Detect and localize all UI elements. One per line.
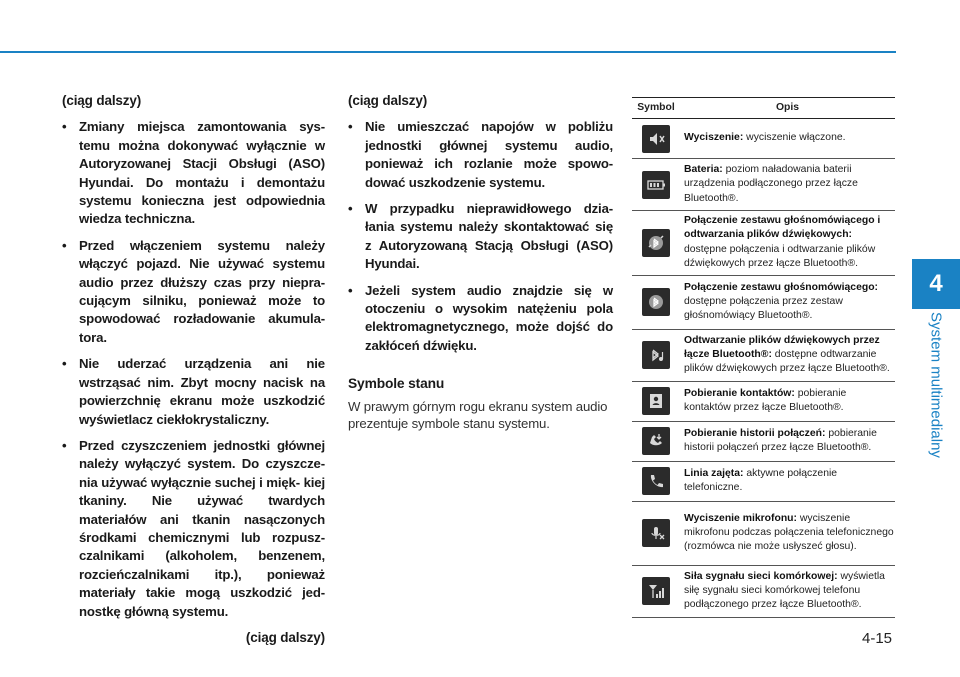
- table-row: [632, 461, 895, 501]
- continued-label: (ciąg dalszy): [62, 93, 142, 108]
- line-busy-icon: [642, 467, 670, 495]
- row-description: Bateria: poziom naładowania baterii urządzenia podłączonego przez łącze Bluetooth®.: [680, 159, 895, 211]
- left-column: [62, 92, 325, 655]
- bullet: •: [62, 437, 67, 453]
- bullet: •: [62, 119, 67, 135]
- row-description: Siła sygnału sieci komórkowej: wyświetla siłę sygnału sieci komórkowej telefonu podłączonego przez łącze Bluetooth®.: [680, 565, 895, 617]
- signal-strength-icon: [642, 577, 670, 605]
- chapter-title: System multimedialny: [927, 312, 945, 458]
- symbol-table: [632, 97, 895, 618]
- bluetooth-audio-icon: [642, 341, 670, 369]
- bullet: •: [348, 119, 353, 135]
- call-history-download-icon: [642, 427, 670, 455]
- row-description: Odtwarzanie plików dźwiękowych przez łącze Bluetooth®: dostępne odtwarzanie plików dźwiękowych przez łącze Bluetooth®.: [680, 329, 895, 381]
- section-title: Symbole stanu: [348, 376, 445, 392]
- table-row: [632, 211, 895, 276]
- section-body: W prawym górnym rogu ekranu system audio prezentuje symbole stanu systemu.: [348, 398, 608, 431]
- table-row: [632, 421, 895, 461]
- battery-icon: [642, 171, 670, 199]
- list-item-text: Jeżeli system audio znajdzie się w otoczeniu o wysokim natężeniu pola elektromagnetycznego, może dojść do zakłóceń dźwięku.: [365, 282, 613, 353]
- list-item: [62, 118, 325, 228]
- header-symbol: Symbol: [632, 98, 680, 119]
- list-item: [348, 200, 613, 274]
- left-bullet-list: [62, 118, 325, 621]
- row-description: Pobieranie kontaktów: pobieranie kontaktów przez łącze Bluetooth®.: [680, 381, 895, 421]
- list-item-text: Nie umieszczać napojów w pobliżu jednostki głównej systemu audio, ponieważ ich rozlanie może spowo- dować uszkodzenie systemu.: [365, 119, 613, 190]
- row-description: Połączenie zestawu głośnomówiącego i odtwarzania plików dźwiękowych: dostępne połączenia i odtwarzanie plików dźwiękowych przez łącze Bluetooth®.: [680, 211, 895, 276]
- table-row: [632, 159, 895, 211]
- bullet: •: [62, 356, 67, 372]
- row-description: Wyciszenie mikrofonu: wyciszenie mikrofonu podczas połączenia telefonicznego (rozmówca nie może usłyszeć głosu).: [680, 501, 895, 565]
- page-number: 4-15: [862, 630, 893, 647]
- list-item: [62, 437, 325, 621]
- mute-icon: [642, 125, 670, 153]
- table-header-row: [632, 98, 895, 119]
- contacts-download-icon: [642, 387, 670, 415]
- table-row: [632, 329, 895, 381]
- table-row: [632, 119, 895, 159]
- list-item-text: W przypadku nieprawidłowego dzia- łania systemu należy skontaktować się z Autoryzowaną Stacją Obsługi (ASO) Hyundai.: [365, 201, 613, 272]
- list-item-text: Zmiany miejsca zamontowania sys- temu można dokonywać wyłącznie w Autoryzowanej Stacji Obsługi (ASO) Hyundai. Do montażu i demontażu systemu konieczna jest odpowiednia wiedza techniczna.: [79, 119, 325, 227]
- table-row: [632, 565, 895, 617]
- list-item-text: Przed włączeniem systemu należy włączyć pojazd. Nie używać systemu audio przez dłuższy czas przy niepra- cującym silniku, ponieważ może to spowodować rozładowanie akumula- tora.: [79, 237, 325, 345]
- bullet: •: [62, 237, 67, 253]
- continued-label: (ciąg dalszy): [348, 93, 428, 108]
- bullet: •: [348, 201, 353, 217]
- list-item: [348, 282, 613, 356]
- list-item: [348, 118, 613, 192]
- row-description: Linia zajęta: aktywne połączenie telefoniczne.: [680, 461, 895, 501]
- bluetooth-handsfree-icon: [642, 288, 670, 316]
- row-description: Połączenie zestawu głośnomówiącego: dostępne połączenia przez zestaw głośnomówiący Bluetooth®.: [680, 275, 895, 329]
- chapter-tab: 4: [912, 259, 960, 309]
- list-item: [62, 237, 325, 347]
- list-item-text: Przed czyszczeniem jednostki głównej należy wyłączyć system. Do czyszcze- nia używać wyłącznie suchej i mięk- kiej tkaniny. Nie używać twardych materiałów ani tkanin nasączonych środkami chemicznymi lub rozpusz- czalnikami (alkoholem, benzenem, rozcieńczalnikami itp.), ponieważ materiały takie mogą uszkodzić jed- nostkę główną systemu.: [79, 437, 325, 619]
- bluetooth-audio-handsfree-icon: [642, 229, 670, 257]
- table-row: [632, 381, 895, 421]
- list-item-text: Nie uderzać urządzenia ani nie wstrząsać nim. Zbyt mocny nacisk na powierzchnię ekranu może uszkodzić wyświetlacz ciekłokrystaliczny.: [79, 356, 325, 427]
- bullet: •: [348, 282, 353, 298]
- header-description: Opis: [680, 98, 895, 119]
- mic-mute-icon: [642, 519, 670, 547]
- table-row: [632, 275, 895, 329]
- top-rule: [0, 51, 896, 53]
- continued-label-bottom: (ciąg dalszy): [245, 629, 325, 645]
- right-column: [348, 92, 613, 432]
- row-description: Wyciszenie: wyciszenie włączone.: [680, 119, 895, 159]
- table-row: [632, 501, 895, 565]
- row-description: Pobieranie historii połączeń: pobieranie historii połączeń przez łącze Bluetooth®.: [680, 421, 895, 461]
- right-bullet-list: [348, 118, 613, 355]
- list-item: [62, 355, 325, 429]
